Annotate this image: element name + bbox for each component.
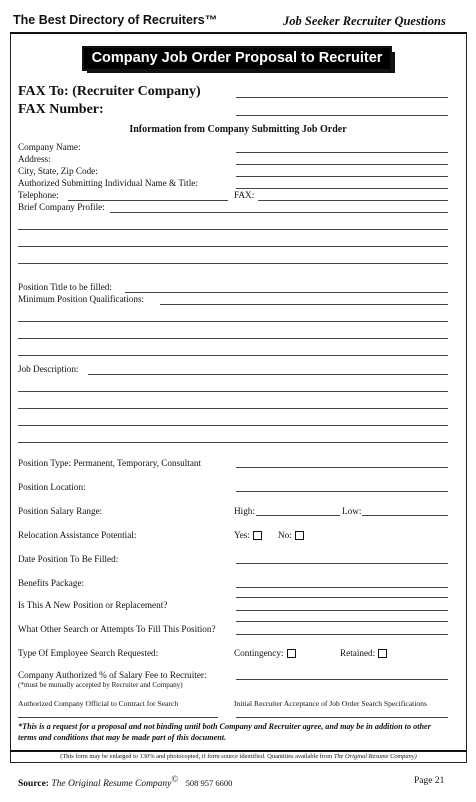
page-title: Company Job Order Proposal to Recruiter [82, 46, 392, 71]
city-label: City, State, Zip Code: [18, 166, 98, 176]
footnote [10, 753, 467, 760]
page-number: Page 21 [414, 776, 445, 786]
fee-label: Company Authorized % of Salary Fee to Recruiter: [18, 670, 207, 680]
authorized-label: Authorized Submitting Individual Name & Title: [18, 178, 198, 188]
no-checkbox[interactable] [295, 531, 304, 540]
source-phone: 508 957 6600 [185, 778, 233, 789]
footnote-text: (This form may be enlarged to 130% and photocopied, if form source identified. Quantities available from [60, 753, 333, 760]
profile-label: Brief Company Profile: [18, 202, 105, 212]
official-label: Authorized Company Official to Contract for Search [18, 699, 179, 708]
salary-high-label: High: [234, 506, 255, 516]
qualifications-label: Minimum Position Qualifications: [18, 294, 145, 304]
yes-label: Yes: [234, 530, 250, 540]
benefits-label: Benefits Package: [18, 578, 85, 588]
telephone-label: Telephone: [18, 190, 59, 200]
section-title: Job Seeker Recruiter Questions [283, 14, 446, 28]
company-name-label: Company Name: [18, 142, 81, 152]
fax-label: FAX: [234, 190, 255, 200]
new-position-label: Is This A New Position or Replacement? [18, 600, 168, 610]
other-search-label: What Other Search or Attempts To Fill This Position? [18, 624, 216, 634]
position-location-label: Position Location: [18, 482, 86, 492]
copyright-symbol: © [171, 774, 179, 784]
contingency-label: Contingency: [234, 648, 284, 658]
footer-source [18, 774, 232, 789]
yes-checkbox[interactable] [253, 531, 262, 540]
fax-number-label: FAX Number: [18, 102, 104, 117]
date-filled-label: Date Position To Be Filled: [18, 554, 119, 564]
position-type-label: Position Type: Permanent, Temporary, Consultant [18, 458, 202, 468]
address-label: Address: [18, 154, 51, 164]
acceptance-label: Initial Recruiter Acceptance of Job Order Search Specifications [234, 699, 427, 708]
position-title-label: Position Title to be filled: [18, 282, 112, 292]
search-type-label: Type Of Employee Search Requested: [18, 648, 159, 658]
source-label: Source: [18, 779, 49, 790]
relocation-label: Relocation Assistance Potential: [18, 530, 137, 540]
retained-checkbox[interactable] [378, 649, 387, 658]
fee-note: (*must be mutually accepted by Recruiter and Company) [18, 681, 183, 689]
relocation-yes[interactable] [234, 530, 262, 540]
retained-label: Retained: [340, 648, 376, 658]
source-name: The Original Resume Company [51, 779, 172, 790]
salary-range-label: Position Salary Range: [18, 506, 103, 516]
salary-low-label: Low: [342, 506, 362, 516]
job-description-label: Job Description: [18, 364, 79, 374]
relocation-no[interactable] [278, 530, 304, 540]
retained-option[interactable] [340, 648, 387, 658]
contingency-option[interactable] [234, 648, 296, 658]
no-label: No: [278, 530, 292, 540]
disclaimer: *This is a request for a proposal and not binding until both Company and Recruiter agree, and may be in addition to other terms and conditions that may be made part of this document. [18, 722, 431, 742]
fax-to-label: FAX To: (Recruiter Company) [18, 84, 201, 99]
directory-title: The Best Directory of Recruiters™ [13, 13, 218, 27]
section-heading: Information from Company Submitting Job Order [129, 124, 347, 135]
footnote-company: The Original Resume Company) [333, 753, 417, 760]
contingency-checkbox[interactable] [287, 649, 296, 658]
